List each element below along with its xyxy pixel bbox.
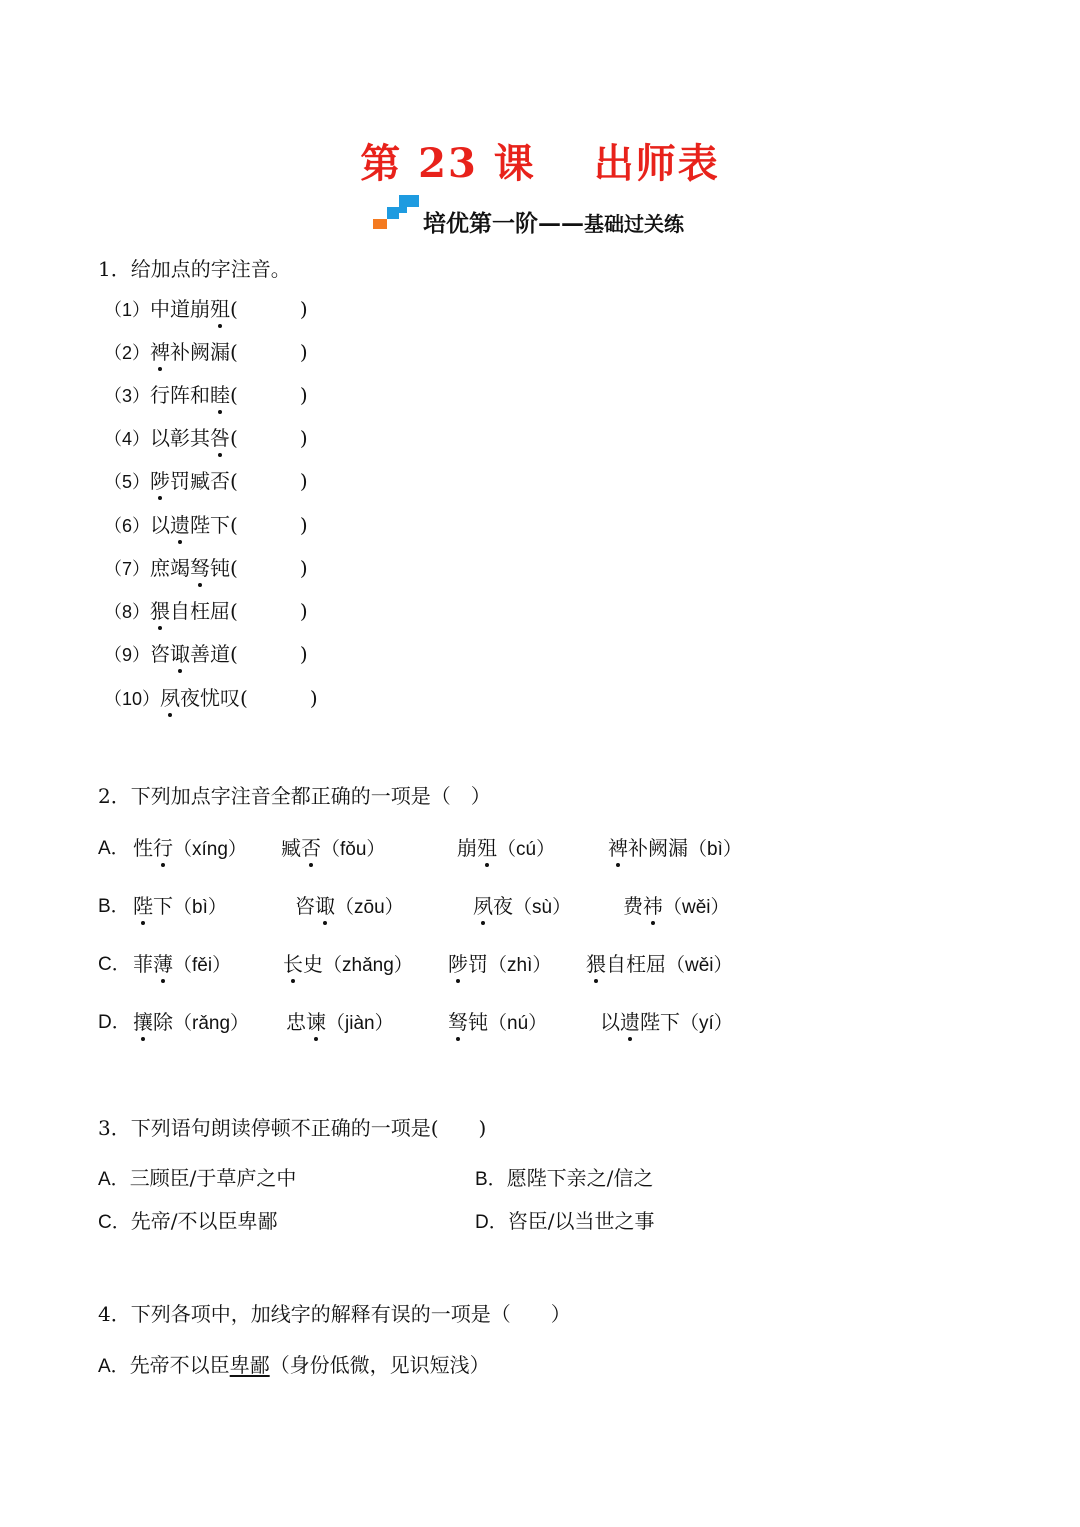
item-close-paren: ) xyxy=(309,686,318,710)
item-number: （2） xyxy=(104,343,151,363)
item-close-paren: ) xyxy=(299,642,308,666)
dotted-char: 攘 xyxy=(133,1006,153,1035)
pinyin: （nú） xyxy=(488,1013,548,1034)
pinyin: （fǒu） xyxy=(321,839,386,860)
item-text: 陛下( xyxy=(190,513,238,537)
dotted-char: 咎 xyxy=(210,422,230,451)
pinyin: （cú） xyxy=(497,839,556,860)
item-text: 夜忧叹( xyxy=(180,686,248,710)
pinyin: （zhǎng） xyxy=(323,955,413,976)
cell-text: 下 xyxy=(153,894,173,918)
cell-text: 菲 xyxy=(133,952,153,976)
cell-text: 罚 xyxy=(468,952,488,976)
item-close-paren: ) xyxy=(299,297,308,321)
question-3-option xyxy=(475,1205,654,1234)
item-text: 自枉屈( xyxy=(170,599,238,623)
question-1-item xyxy=(104,595,308,624)
option-text-pre: 先帝不以臣 xyxy=(129,1353,230,1377)
item-text: 钝( xyxy=(210,556,238,580)
question-3-stem: 3．下列语句朗读停顿不正确的一项是( ) xyxy=(98,1116,487,1140)
option-text: 咨臣/以当世之事 xyxy=(507,1209,655,1233)
dotted-char: 裨 xyxy=(608,832,628,861)
question-4-option-a xyxy=(98,1349,490,1378)
item-number: （3） xyxy=(104,386,151,406)
pinyin: （jiàn） xyxy=(326,1013,394,1034)
item-number: （7） xyxy=(104,559,151,579)
question-3-option xyxy=(98,1205,277,1234)
cell-text: 性 xyxy=(133,836,153,860)
option-text-post: （身份低微，见识短浅） xyxy=(269,1353,490,1377)
dotted-char: 诹 xyxy=(170,638,190,667)
item-text: ( xyxy=(230,426,238,450)
option-letter: B． xyxy=(98,896,130,917)
cell-text: 除 xyxy=(153,1010,173,1034)
cell-text: 费 xyxy=(623,894,643,918)
cell-text: 臧 xyxy=(281,836,301,860)
dotted-char: 否 xyxy=(301,832,321,861)
option-text: 先帝/不以臣卑鄙 xyxy=(130,1209,278,1233)
option-cell xyxy=(133,890,227,919)
dotted-char: 祎 xyxy=(643,890,663,919)
question-1-stem: 1．给加点的字注音。 xyxy=(98,257,291,281)
question-1-item xyxy=(104,552,308,581)
pinyin: （wěi） xyxy=(666,955,733,976)
item-number: （8） xyxy=(104,602,151,622)
cell-text: 夜 xyxy=(493,894,513,918)
item-close-paren: ) xyxy=(299,469,308,493)
option-cell xyxy=(133,948,231,977)
question-1-item xyxy=(104,682,318,711)
question-4-stem: 4．下列各项中，加线字的解释有误的一项是（ ） xyxy=(98,1302,571,1326)
dotted-char: 陛 xyxy=(133,890,153,919)
item-number: （6） xyxy=(104,516,151,536)
item-text: 庶竭 xyxy=(150,556,191,580)
question-1-item xyxy=(104,293,308,322)
section-title-small: 基础过关练 xyxy=(584,212,684,236)
question-1-item xyxy=(104,509,308,538)
option-cell xyxy=(473,890,571,919)
dotted-char: 猥 xyxy=(586,948,606,977)
page-title xyxy=(0,132,1080,189)
item-number: （5） xyxy=(104,472,151,492)
pinyin: （bì） xyxy=(173,897,227,918)
dotted-char: 谏 xyxy=(306,1006,326,1035)
option-text: 愿陛下亲之/信之 xyxy=(506,1166,654,1190)
item-number: （9） xyxy=(104,645,151,665)
pinyin: （zōu） xyxy=(335,897,404,918)
item-text: 行阵和 xyxy=(150,383,211,407)
title-name: 出师表 xyxy=(593,140,720,187)
cell-text: 史 xyxy=(303,952,323,976)
item-close-paren: ) xyxy=(299,513,308,537)
option-letter: C． xyxy=(98,1212,131,1233)
question-1-item xyxy=(104,336,308,365)
item-text: ( xyxy=(230,297,238,321)
option-cell xyxy=(448,948,551,977)
option-letter: A． xyxy=(98,1356,130,1377)
dotted-char: 遗 xyxy=(170,509,190,538)
item-number: （4） xyxy=(104,429,151,449)
item-number: （10） xyxy=(104,689,161,709)
cell-text: 以 xyxy=(600,1010,620,1034)
dotted-char: 睦 xyxy=(210,379,230,408)
pinyin: （fěi） xyxy=(173,955,232,976)
dotted-char: 殂 xyxy=(477,832,497,861)
option-cell xyxy=(586,948,733,977)
option-letter: D． xyxy=(98,1012,131,1033)
option-text: 三顾臣/于草庐之中 xyxy=(129,1166,297,1190)
dotted-char: 夙 xyxy=(160,682,180,711)
cell-text: 崩 xyxy=(457,836,477,860)
option-cell xyxy=(608,832,742,861)
question-1-item xyxy=(104,422,308,451)
cell-text: 钝 xyxy=(468,1010,488,1034)
item-text: 中道崩 xyxy=(150,297,211,321)
question-3-option xyxy=(475,1162,653,1191)
dotted-char: 陟 xyxy=(150,465,170,494)
option-letter: D． xyxy=(475,1212,508,1233)
option-cell xyxy=(623,890,730,919)
dotted-char: 陟 xyxy=(448,948,468,977)
option-cell xyxy=(133,1006,249,1035)
dotted-char: 行 xyxy=(153,832,173,861)
item-number: （1） xyxy=(104,300,151,320)
pinyin: （bì） xyxy=(688,839,742,860)
option-cell xyxy=(457,832,555,861)
option-cell xyxy=(295,890,404,919)
title-lesson: 第 23 课 xyxy=(360,140,536,187)
option-cell xyxy=(281,832,385,861)
option-cell xyxy=(286,1006,394,1035)
stairs-logo-icon xyxy=(373,193,421,233)
item-close-paren: ) xyxy=(299,383,308,407)
option-letter: B． xyxy=(475,1169,507,1190)
item-text: 罚臧否( xyxy=(170,469,238,493)
pinyin: （yí） xyxy=(680,1013,733,1034)
cell-text: 陛下 xyxy=(640,1010,680,1034)
section-title xyxy=(423,205,684,238)
option-cell xyxy=(133,832,247,861)
question-1-item xyxy=(104,465,308,494)
question-1-item xyxy=(104,638,308,667)
option-cell xyxy=(600,1006,733,1035)
pinyin: （wěi） xyxy=(663,897,730,918)
cell-text: 补阙漏 xyxy=(628,836,688,860)
underlined-word: 卑鄙 xyxy=(229,1353,270,1377)
dotted-char: 殂 xyxy=(210,293,230,322)
item-close-paren: ) xyxy=(299,340,308,364)
item-text: 以 xyxy=(150,513,171,537)
item-text: 咨 xyxy=(150,642,171,666)
item-close-paren: ) xyxy=(299,426,308,450)
question-1-item xyxy=(104,379,308,408)
item-text: ( xyxy=(230,383,238,407)
dotted-char: 猥 xyxy=(150,595,170,624)
pinyin: （sù） xyxy=(513,897,572,918)
option-cell xyxy=(448,1006,547,1035)
item-close-paren: ) xyxy=(299,599,308,623)
option-letter: A． xyxy=(98,838,130,859)
pinyin: （rǎng） xyxy=(173,1013,250,1034)
pinyin: （xíng） xyxy=(173,839,247,860)
dotted-char: 长 xyxy=(283,948,303,977)
section-title-main: 培优第一阶—— xyxy=(423,210,584,237)
dotted-char: 驽 xyxy=(448,1006,468,1035)
question-3-option xyxy=(98,1162,296,1191)
item-text: 以彰其 xyxy=(150,426,211,450)
dotted-char: 薄 xyxy=(153,948,173,977)
dotted-char: 夙 xyxy=(473,890,493,919)
item-close-paren: ) xyxy=(299,556,308,580)
question-2-stem: 2．下列加点字注音全都正确的一项是（ ） xyxy=(98,784,491,808)
item-text: 补阙漏( xyxy=(170,340,238,364)
cell-text: 忠 xyxy=(286,1010,306,1034)
dotted-char: 裨 xyxy=(150,336,170,365)
cell-text: 咨 xyxy=(295,894,315,918)
dotted-char: 遗 xyxy=(620,1006,640,1035)
item-text: 善道( xyxy=(190,642,238,666)
option-letter: A． xyxy=(98,1169,130,1190)
option-letter: C． xyxy=(98,954,131,975)
pinyin: （zhì） xyxy=(488,955,552,976)
option-cell xyxy=(283,948,413,977)
dotted-char: 诹 xyxy=(315,890,335,919)
dotted-char: 驽 xyxy=(190,552,210,581)
cell-text: 自枉屈 xyxy=(606,952,666,976)
